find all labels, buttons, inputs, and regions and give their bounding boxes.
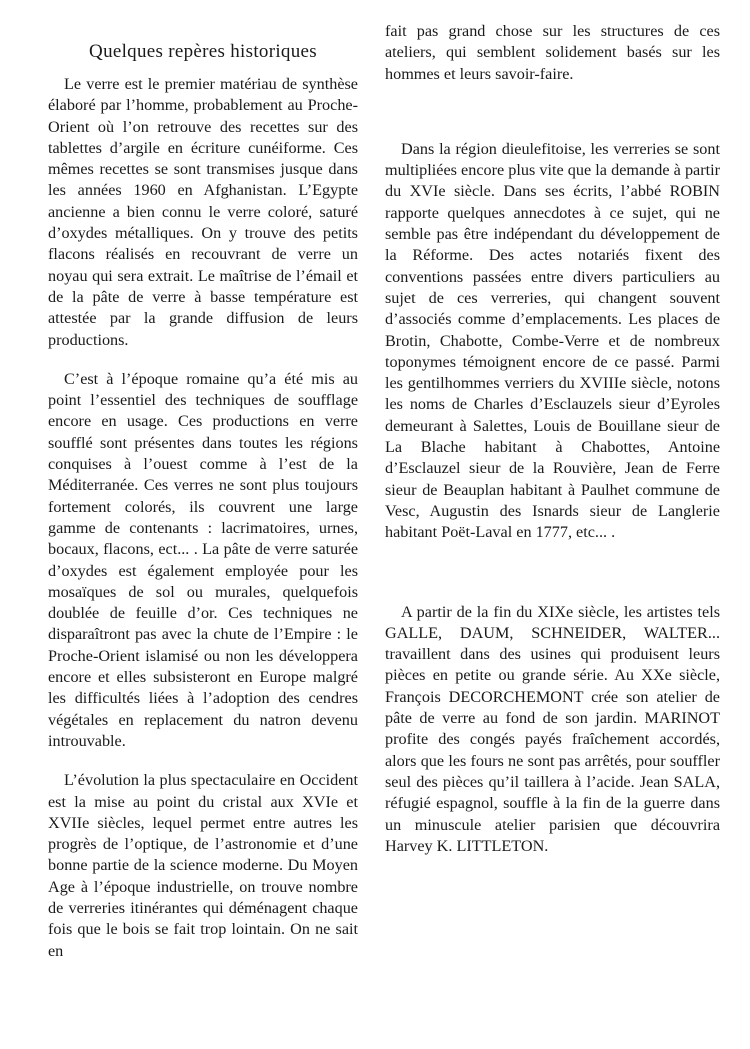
paragraph-origins: Le verre est le premier matériau de synthèse élaboré par l’homme, probablement au Proche-Orient où l’on retrouve des recettes sur des tablettes d’argile en écriture cunéiforme. Ces mêmes recettes se sont transmises jusque dans les années 1960 en Afghanistan. L’Egypte ancienne a bien connu le verre coloré, saturé d’oxydes métalliques. On y trouve des petits flacons réalisés en recouvrant de verre un noyau qui sera extrait. Le maîtrise de l’émail et de la pâte de verre à basse température est attestée par la grande diffusion de leurs productions. <box>48 75 358 349</box>
paragraph-roman-era: C’est à l’époque romaine qu’a été mis au point l’essentiel des techniques de soufflage encore en usage. Ces productions en verre soufflé sont présentes dans toutes les régions conquises à l’ouest comme à l’est de la Méditerranée. Ces verres ne sont plus toujours fortement colorés, ils couvrent une large gamme de contenants : lacrimatoires, urnes, bocaux, flacons, ect... . La pâte de verre saturée d’oxydes est également employée pour les mosaïques de sol ou murales, quelquefois doublée de feuille d’or. Ces techniques ne disparaîtront pas avec la chute de l’Empire : le Proche-Orient islamisé ou non les développera encore et elles subsisteront en Europe malgré les difficultés liées à l’adoption des cendres végétales en replacement du natron devenu introuvable. <box>48 369 358 750</box>
paragraph-continuation: fait pas grand chose sur les structures de ces ateliers, qui semblent solidement basés sur les hommes et leurs savoir-faire. <box>385 22 720 83</box>
paragraph-crystal: L’évolution la plus spectaculaire en Occident est la mise au point du cristal aux XVIe et XVIIe siècles, lequel permet entre autres les progrès de l’optique, de l’astronomie et d’une bonne partie de la science moderne. Du Moyen Age à l’époque industrielle, on trouve nombre de verreries itinérantes qui déménagent chaque fois que le bois se fait trop lointain. On ne sait en <box>48 771 358 960</box>
section-heading: Quelques repères historiques <box>89 41 317 62</box>
paragraph-dieulefit-region: Dans la région dieulefitoise, les verreries se sont multipliées encore plus vite que la demande à partir du XVIe siècle. Dans ses écrits, l’abbé ROBIN rapporte quelques annecdotes à ce sujet, qui ne semble pas être indépendant du développement de la Réforme. Des actes notariés fixent des conventions passées entre divers particuliers au sujet de ces verreries, qui changent souvent d’associés comme d’emplacements. Les places de Brotin, Chabotte, Combe-Verre et de nombreux toponymes témoignent encore de ce passé. Parmi les gentilhommes verriers du XVIIIe siècle, notons les noms de Charles d’Esclauzels sieur d’Eyroles demeurant à Salettes, Louis de Bouillane sieur de La Blache habitant à Chabottes, Antoine d’Esclauzel sieur de la Rouvière, Jean de Ferre sieur de Beauplan habitant à Paulhet commune de Vesc, Augustin des Isnards sieur de Langlerie habitant Poët-Laval en 1777, etc... . <box>385 139 720 542</box>
left-column <box>48 0 358 962</box>
paragraph-modern-artists: A partir de la fin du XIXe siècle, les artistes tels GALLE, DAUM, SCHNEIDER, WALTER... travaillent dans des usines qui produisent leurs pièces en petite ou grande série. Au XXe siècle, François DECORCHEMONT crée son atelier de pâte de verre au fond de son jardin. MARINOT profite des congés payés fraîchement accordés, alors que les fours ne sont pas arrêtés, pour souffler seul des pièces qu’il taillera à l’acide. Jean SALA, réfugié espagnol, souffle à la fin de la guerre dans un minuscule atelier parisien que découvrira Harvey K. LITTLETON. <box>385 602 720 855</box>
right-column <box>385 0 720 857</box>
